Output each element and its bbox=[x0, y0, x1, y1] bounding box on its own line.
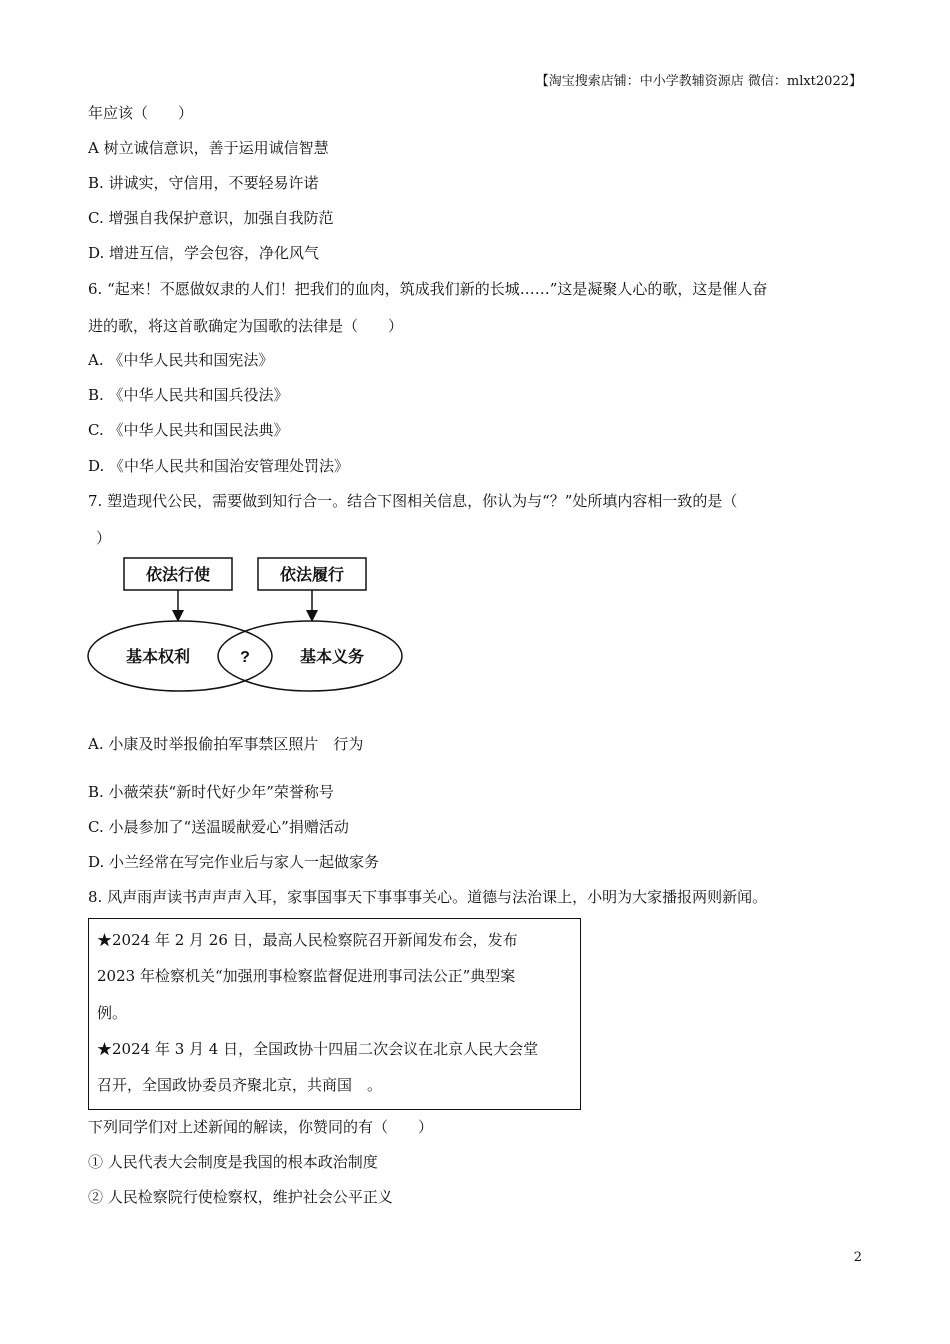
q6-stem-line1: 6. “起来！不愿做奴隶的人们！把我们的血肉，筑成我们新的长城……”这是凝聚人心的歌，这是催人奋 bbox=[88, 280, 768, 298]
q6-option-c: C. 《中华人民共和国民法典》 bbox=[88, 421, 289, 439]
q7-option-b: B. 小薇荣获“新时代好少年”荣誉称号 bbox=[88, 783, 334, 801]
q6-option-b: B. 《中华人民共和国兵役法》 bbox=[88, 386, 289, 404]
q6-option-a: A. 《中华人民共和国宪法》 bbox=[88, 351, 274, 369]
q5-option-b: B. 讲诚实，守信用，不要轻易许诺 bbox=[88, 174, 319, 192]
q7-stem-line1: 7. 塑造现代公民，需要做到知行合一。结合下图相关信息，你认为与“？”处所填内容相一致的是（ bbox=[88, 492, 738, 510]
q6-option-d: D. 《中华人民共和国治安管理处罚法》 bbox=[88, 457, 350, 475]
ellipse-duties-label: 基本义务 bbox=[299, 649, 365, 666]
q5-stem-tail: 年应该（ ） bbox=[88, 104, 194, 122]
news-line: 2023 年检察机关“加强刑事检察监督促进刑事司法公正”典型案 bbox=[97, 967, 516, 985]
q8-statement-2: ② 人民检察院行使检察权，维护社会公平正义 bbox=[88, 1188, 393, 1206]
q5-option-d: D. 增进互信，学会包容，净化风气 bbox=[88, 244, 320, 262]
q7-stem-line2: ） bbox=[96, 529, 112, 547]
header-note: 【淘宝搜索店铺：中小学教辅资源店 微信：mlxt2022】 bbox=[535, 74, 862, 89]
q5-option-a: A 树立诚信意识，善于运用诚信智慧 bbox=[88, 139, 329, 157]
q7-option-c: C. 小晨参加了“送温暖献爱心”捐赠活动 bbox=[88, 818, 349, 836]
overlap-question-mark: ? bbox=[240, 649, 250, 666]
q7-option-d: D. 小兰经常在写完作业后与家人一起做家务 bbox=[88, 853, 380, 871]
rights-duties-diagram bbox=[86, 556, 406, 696]
box-exercise-label: 依法行使 bbox=[145, 567, 211, 584]
q7-option-a: A. 小康及时举报偷拍军事禁区照片 行为 bbox=[88, 735, 364, 753]
news-box bbox=[88, 918, 581, 1110]
news-line: ★2024 年 2 月 26 日，最高人民检察院召开新闻发布会，发布 bbox=[97, 931, 518, 949]
q5-option-c: C. 增强自我保护意识，加强自我防范 bbox=[88, 209, 334, 227]
q8-stem: 8. 风声雨声读书声声声入耳，家事国事天下事事事关心。道德与法治课上，小明为大家播报两则新闻。 bbox=[88, 888, 768, 906]
diagram-svg bbox=[86, 556, 406, 696]
news-line: ★2024 年 3 月 4 日，全国政协十四届二次会议在北京人民大会堂 bbox=[97, 1040, 539, 1058]
box-fulfill-label: 依法履行 bbox=[279, 567, 345, 584]
news-line: 例。 bbox=[97, 1004, 128, 1022]
news-line: 召开，全国政协委员齐聚北京，共商国 。 bbox=[97, 1076, 383, 1094]
q8-prompt: 下列同学们对上述新闻的解读，你赞同的有（ ） bbox=[88, 1118, 434, 1136]
ellipse-rights-label: 基本权利 bbox=[125, 649, 191, 666]
q8-statement-1: ① 人民代表大会制度是我国的根本政治制度 bbox=[88, 1153, 378, 1171]
q6-stem-line2: 进的歌，将这首歌确定为国歌的法律是（ ） bbox=[88, 317, 404, 335]
page-number: 2 bbox=[853, 1250, 862, 1265]
